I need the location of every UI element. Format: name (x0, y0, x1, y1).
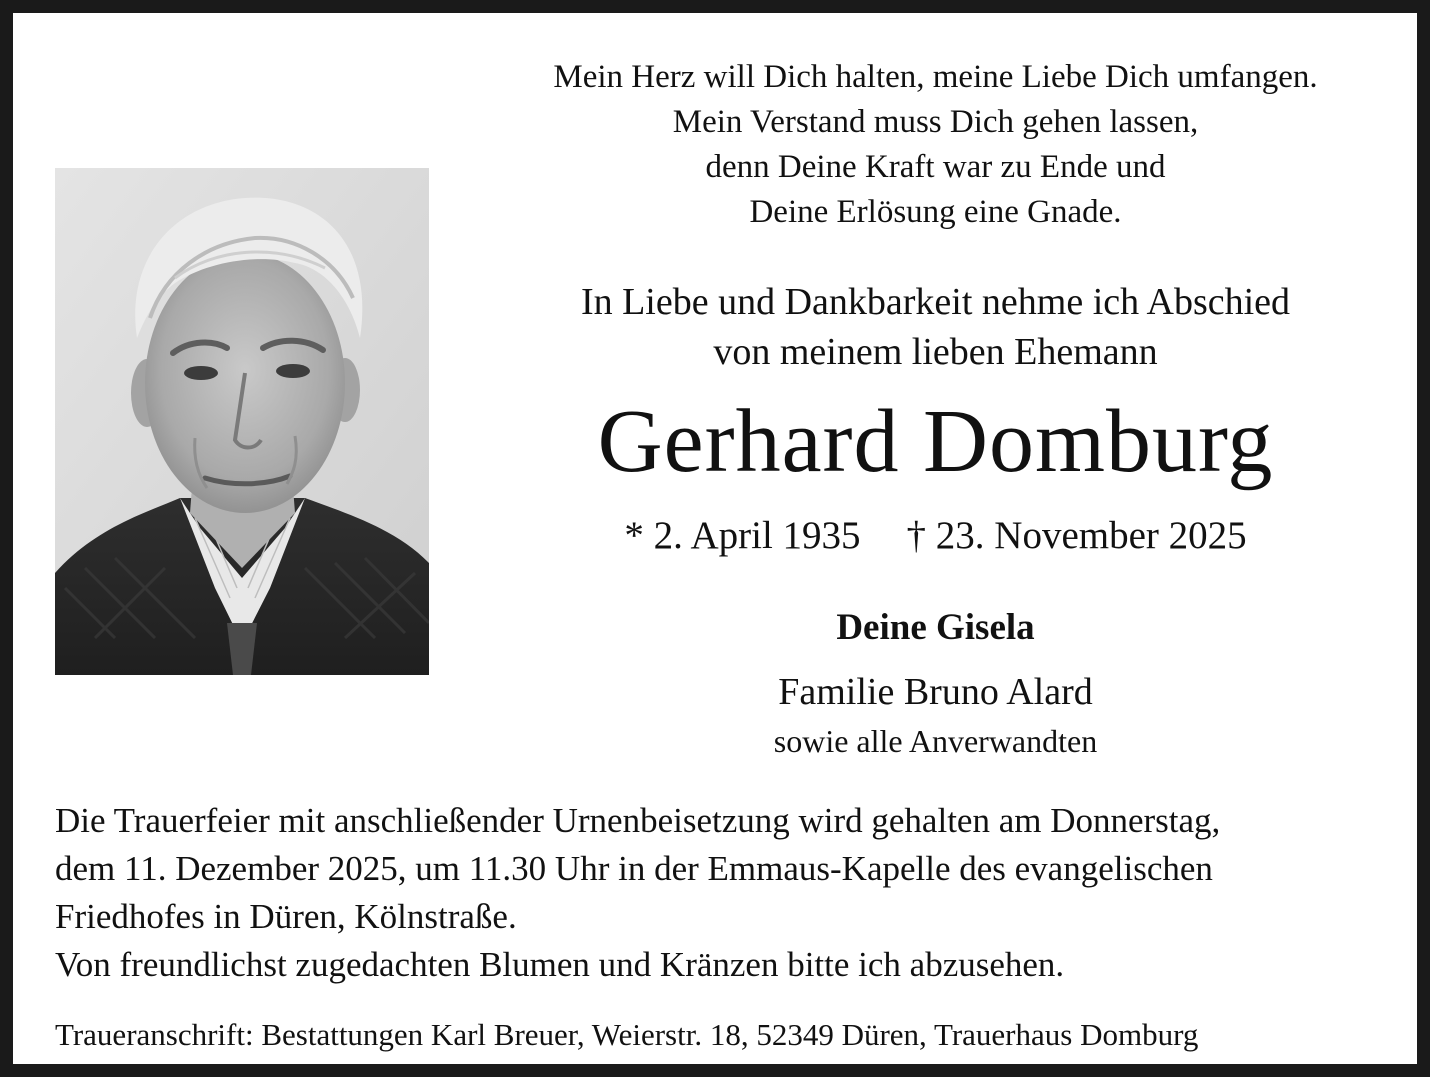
death-date: † 23. November 2025 (906, 514, 1247, 557)
poem-line: denn Deine Kraft war zu Ende und (705, 149, 1166, 185)
mourner-family: Familie Bruno Alard (778, 671, 1093, 713)
poem (453, 55, 1418, 235)
mourner-relatives: sowie alle Anverwandten (773, 723, 1098, 759)
life-dates (453, 511, 1418, 561)
poem-line: Mein Verstand muss Dich gehen lassen, (672, 104, 1199, 140)
poem-line: Mein Herz will Dich halten, meine Liebe Dich umfangen. (553, 59, 1318, 95)
ceremony-line: dem 11. Dezember 2025, um 11.30 Uhr in der Emmaus-Kapelle des evangelischen (55, 849, 1213, 888)
deceased-name: Gerhard Domburg (597, 392, 1274, 491)
ceremony-details (55, 797, 1410, 989)
mourning-address: Traueranschrift: Bestattungen Karl Breuer, Weierstr. 18, 52349 Düren, Trauerhaus Domburg (55, 1017, 1199, 1052)
flowers-note: Von freundlichst zugedachten Blumen und Kränzen bitte ich abzusehen. (55, 945, 1065, 984)
mourner-signature: Deine Gisela (836, 607, 1035, 648)
farewell-intro (453, 277, 1418, 377)
ceremony-line: Friedhofes in Düren, Kölnstraße. (55, 897, 517, 936)
birth-date: * 2. April 1935 (624, 514, 861, 557)
ceremony-line: Die Trauerfeier mit anschließender Urnenbeisetzung wird gehalten am Donnerstag, (55, 801, 1221, 840)
poem-line: Deine Erlösung eine Gnade. (749, 194, 1122, 230)
intro-line: In Liebe und Dankbarkeit nehme ich Abschied (580, 281, 1291, 323)
intro-line: von meinem lieben Ehemann (713, 331, 1158, 373)
portrait-photo (55, 168, 429, 675)
